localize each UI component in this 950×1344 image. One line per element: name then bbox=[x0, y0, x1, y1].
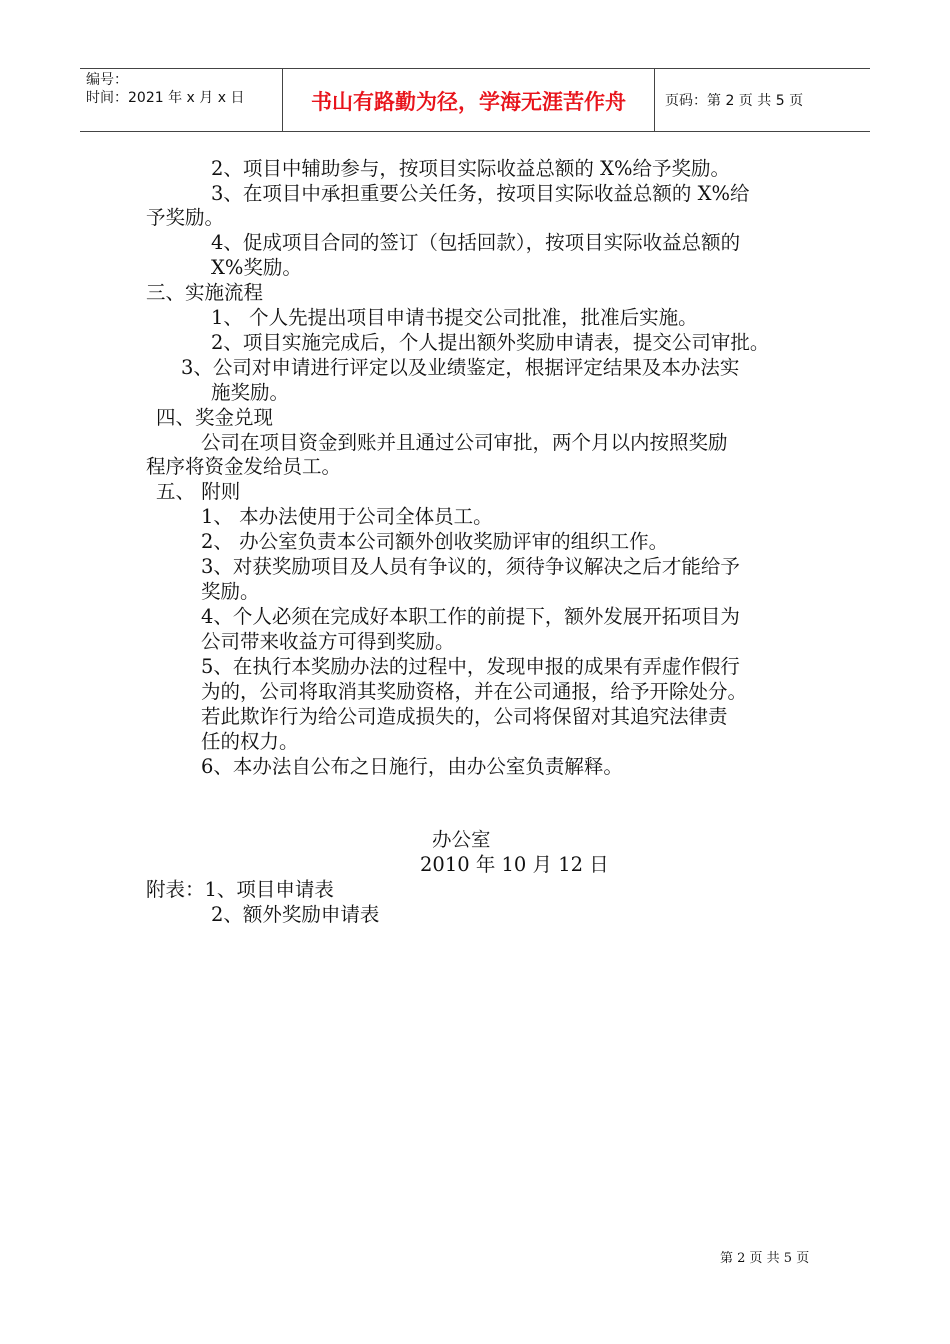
signature-office: 办公室 bbox=[432, 828, 491, 851]
body-line: 1、 本办法使用于公司全体员工。 bbox=[201, 505, 493, 528]
appendix-line-2: 2、额外奖励申请表 bbox=[211, 903, 380, 926]
body-line: 任的权力。 bbox=[201, 730, 299, 753]
body-line: 3、对获奖励项目及人员有争议的，须待争议解决之后才能给予 bbox=[201, 555, 740, 578]
body-line: 若此欺诈行为给公司造成损失的，公司将保留对其追究法律责 bbox=[201, 705, 728, 728]
body-line: 予奖励。 bbox=[146, 206, 225, 229]
body-line: 施奖励。 bbox=[211, 381, 290, 404]
body-line: 6、本办法自公布之日施行，由办公室负责解释。 bbox=[201, 755, 623, 778]
body-line: 4、个人必须在完成好本职工作的前提下，额外发展开拓项目为 bbox=[201, 605, 740, 628]
body-line: X%奖励。 bbox=[211, 256, 302, 279]
serial-label: 编号： bbox=[86, 72, 128, 88]
signature-date: 2010 年 10 月 12 日 bbox=[420, 853, 609, 876]
body-line: 4、促成项目合同的签订（包括回款），按项目实际收益总额的 bbox=[211, 231, 741, 254]
body-line: 2、项目实施完成后，个人提出额外奖励申请表，提交公司审批。 bbox=[211, 331, 770, 354]
body-line: 程序将资金发给员工。 bbox=[146, 455, 342, 478]
section-heading: 四、奖金兑现 bbox=[156, 406, 274, 429]
body-line: 公司在项目资金到账并且通过公司审批，两个月以内按照奖励 bbox=[201, 431, 728, 454]
header-middle-cell bbox=[282, 69, 655, 131]
body-line: 3、公司对申请进行评定以及业绩鉴定，根据评定结果及本办法实 bbox=[181, 356, 740, 379]
page-header bbox=[80, 68, 870, 132]
header-right-cell bbox=[655, 69, 870, 131]
footer-page-number: 第 2 页 共 5 页 bbox=[720, 1251, 810, 1266]
header-left-cell bbox=[80, 69, 282, 131]
body-line: 1、 个人先提出项目申请书提交公司批准，批准后实施。 bbox=[211, 306, 698, 329]
body-line: 3、在项目中承担重要公关任务，按项目实际收益总额的 X%给 bbox=[211, 182, 750, 205]
body-line: 5、在执行本奖励办法的过程中，发现申报的成果有弄虚作假行 bbox=[201, 655, 740, 678]
body-line: 为的，公司将取消其奖励资格，并在公司通报，给予开除处分。 bbox=[201, 680, 748, 703]
header-page-label: 页码：第 2 页 共 5 页 bbox=[665, 93, 804, 109]
body-line: 2、 办公室负责本公司额外创收奖励评审的组织工作。 bbox=[201, 530, 669, 553]
section-heading: 五、 附则 bbox=[156, 480, 241, 503]
section-heading: 三、实施流程 bbox=[146, 281, 264, 304]
time-label: 时间：2021 年 x 月 x 日 bbox=[86, 90, 245, 106]
body-line: 2、项目中辅助参与，按项目实际收益总额的 X%给予奖励。 bbox=[211, 157, 731, 180]
appendix-line-1: 附表：1、项目申请表 bbox=[146, 878, 334, 901]
body-line: 奖励。 bbox=[201, 580, 260, 603]
header-motto: 书山有路勤为径，学海无涯苦作舟 bbox=[311, 90, 626, 114]
body-line: 公司带来收益方可得到奖励。 bbox=[201, 630, 455, 653]
